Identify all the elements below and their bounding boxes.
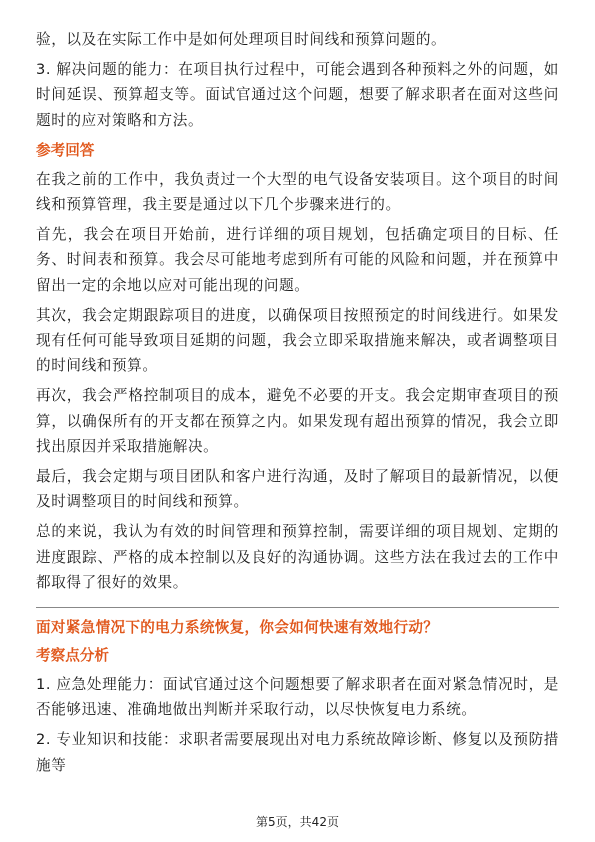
section-divider (36, 607, 559, 608)
answer-paragraph: 再次，我会严格控制项目的成本，避免不必要的开支。我会定期审查项目的预算，以确保所有的开支都在预算之内。如果发现有超出预算的情况，我会立即找出原因并采取措施解决。 (36, 387, 559, 455)
analysis-heading: 考察点分析 (36, 647, 109, 665)
answer-paragraph: 最后，我会定期与项目团队和客户进行沟通，及时了解项目的最新情况，以便及时调整项目的时间线和预算。 (36, 468, 559, 511)
analysis-paragraph: 2. 专业知识和技能：求职者需要展现出对电力系统故障诊断、修复以及预防措施等 (36, 731, 559, 774)
answer-heading: 参考回答 (36, 141, 95, 159)
answer-paragraph: 在我之前的工作中，我负责过一个大型的电气设备安装项目。这个项目的时间线和预算管理，我主要是通过以下几个步骤来进行的。 (36, 170, 559, 214)
page-content (36, 27, 559, 783)
intro-paragraph: 验，以及在实际工作中是如何处理项目时间线和预算问题的。 (36, 31, 447, 48)
question-heading: 面对紧急情况下的电力系统恢复，你会如何快速有效地行动？ (36, 619, 439, 637)
analysis-paragraph: 1. 应急处理能力：面试官通过这个问题想要了解求职者在面对紧急情况时，是否能够迅速、准确地做出判断并采取行动，以尽快恢复电力系统。 (36, 676, 559, 719)
page-number: 第5页，共42页 (256, 815, 339, 829)
intro-paragraph: 3. 解决问题的能力：在项目执行过程中，可能会遇到各种预料之外的问题，如时间延误、预算超支等。面试官通过这个问题，想要了解求职者在面对这些问题时的应对策略和方法。 (36, 61, 559, 129)
answer-paragraph: 首先，我会在项目开始前，进行详细的项目规划，包括确定项目的目标、任务、时间表和预算。我会尽可能地考虑到所有可能的风险和问题，并在预算中留出一定的余地以应对可能出现的问题。 (36, 226, 559, 294)
answer-paragraph: 总的来说，我认为有效的时间管理和预算控制，需要详细的项目规划、定期的进度跟踪、严格的成本控制以及良好的沟通协调。这些方法在我过去的工作中都取得了很好的效果。 (36, 523, 559, 591)
answer-paragraph: 其次，我会定期跟踪项目的进度，以确保项目按照预定的时间线进行。如果发现有任何可能导致项目延期的问题，我会立即采取措施来解决，或者调整项目的时间线和预算。 (36, 306, 559, 375)
